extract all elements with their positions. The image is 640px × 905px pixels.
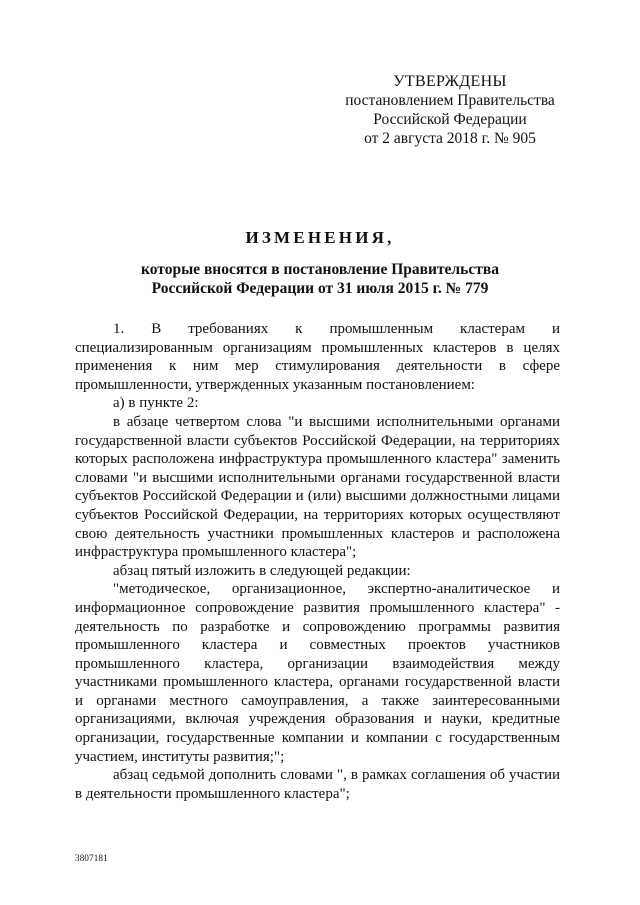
document-code: 3807181 <box>75 853 108 863</box>
approval-heading: УТВЕРЖДЕНЫ <box>393 73 507 90</box>
paragraph-2: а) в пункте 2: <box>113 395 199 412</box>
subtitle-line-1: которые вносятся в постановление Правительства <box>141 261 499 278</box>
paragraph-1: 1. В требованиях к промышленным кластерам и специализированным организациям промышленных кластеров в целях применения к ним мер стимулирования деятельности в сфере промышленности, утвержденных указанным постановлением: <box>75 321 560 393</box>
document-title: ИЗМЕНЕНИЯ, <box>245 228 395 247</box>
document-subtitle <box>100 260 540 298</box>
paragraph-3: в абзаце четвертом слова "и высшими исполнительными органами государственной власти субъектов Российской Федерации, на территориях которых расположена инфраструктура промышленного кластера" заменить словами "и высшими исполнительными органами государственной власти субъектов Российской Федерации и (или) высшими должностными лицами субъектов Российской Федерации, на территориях которых осуществляют свою деятельность участники промышленных кластеров и расположена инфраструктура промышленного кластера"; <box>75 413 560 561</box>
paragraph-6: абзац седьмой дополнить словами ", в рамках соглашения об участии в деятельности промышленного кластера"; <box>75 767 560 802</box>
paragraph-4: абзац пятый изложить в следующей редакции: <box>113 562 411 579</box>
approval-stamp <box>330 72 570 148</box>
subtitle-line-2: Российской Федерации от 31 июля 2015 г. № 779 <box>151 280 489 297</box>
paragraph-5: "методическое, организационное, экспертно-аналитическое и информационное сопровождение развития промышленного кластера" - деятельность по разработке и сопровождению программы развития промышленного кластера и совместных проектов участников промышленного кластера, организации взаимодействия между участниками промышленного кластера, органами государственной власти и органами местного самоуправления, а также заинтересованными организациями, включая учреждения образования и науки, кредитные организации, государственные компании и компании с государственным участием, институты развития;"; <box>75 581 560 765</box>
approval-line-decree: постановлением Правительства <box>345 92 555 109</box>
approval-line-federation: Российской Федерации <box>373 111 527 128</box>
document-body <box>75 320 560 803</box>
approval-line-date-number: от 2 августа 2018 г. № 905 <box>364 130 536 147</box>
